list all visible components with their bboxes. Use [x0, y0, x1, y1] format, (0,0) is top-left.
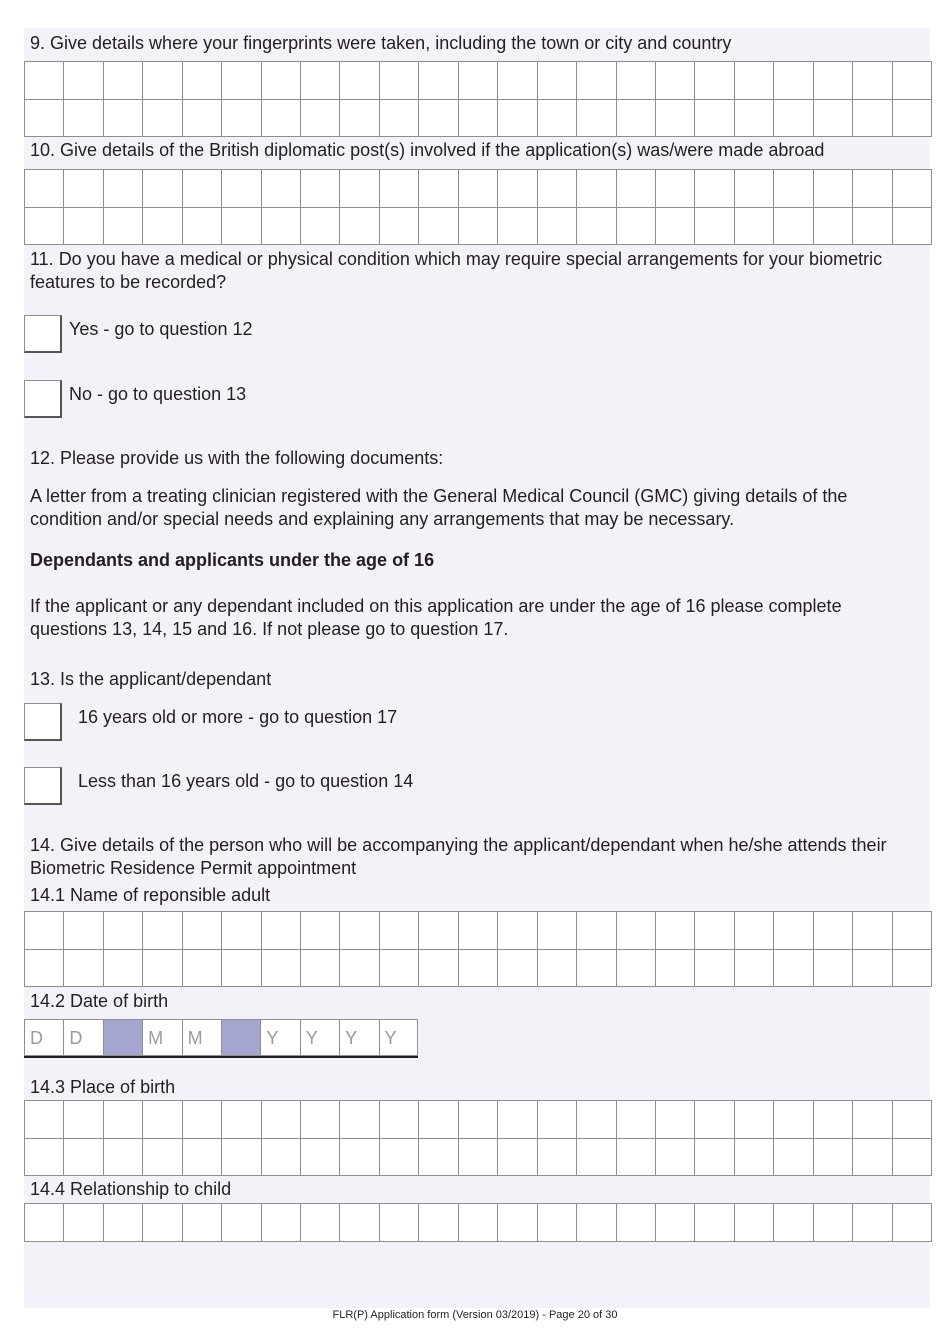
character-box[interactable] — [774, 1139, 813, 1177]
character-box[interactable] — [498, 100, 537, 138]
character-box[interactable] — [695, 170, 734, 208]
character-box[interactable] — [656, 1204, 695, 1242]
character-box[interactable] — [459, 950, 498, 988]
question-10-input-grid[interactable] — [24, 169, 932, 245]
character-box[interactable] — [25, 1204, 64, 1242]
character-box[interactable] — [104, 170, 143, 208]
dob-separator — [221, 1019, 260, 1056]
character-box[interactable] — [25, 62, 64, 100]
question-11-label: 11. Do you have a medical or physical condition which may require special arrangements for your biometric features to be recorded? — [30, 249, 883, 292]
character-box[interactable] — [340, 1139, 379, 1177]
character-box[interactable] — [301, 100, 340, 138]
character-box[interactable] — [25, 912, 64, 950]
character-box[interactable] — [538, 170, 577, 208]
character-box[interactable] — [577, 1101, 616, 1139]
question-10-label: 10. Give details of the British diplomatic post(s) involved if the application(s) was/were made abroad — [30, 140, 825, 160]
character-box[interactable] — [459, 170, 498, 208]
q14-2-dob-label: 14.2 Date of birth — [30, 991, 169, 1011]
character-box[interactable] — [143, 1204, 182, 1242]
q14-1-name-input-grid[interactable] — [24, 911, 932, 987]
character-box[interactable] — [893, 170, 932, 208]
character-box[interactable] — [893, 950, 932, 988]
character-box[interactable] — [656, 1139, 695, 1177]
character-box[interactable] — [459, 1101, 498, 1139]
character-box[interactable] — [893, 912, 932, 950]
character-box[interactable] — [380, 1204, 419, 1242]
character-box[interactable] — [853, 1101, 892, 1139]
character-box[interactable] — [104, 1204, 143, 1242]
character-box[interactable] — [577, 62, 616, 100]
character-box[interactable] — [774, 170, 813, 208]
character-box[interactable] — [617, 1204, 656, 1242]
character-box[interactable] — [893, 100, 932, 138]
character-box[interactable] — [735, 912, 774, 950]
character-box[interactable] — [222, 1139, 261, 1177]
character-box[interactable] — [64, 100, 103, 138]
character-box[interactable] — [577, 170, 616, 208]
character-box[interactable] — [262, 1204, 301, 1242]
character-box[interactable] — [893, 1139, 932, 1177]
character-box[interactable] — [301, 1101, 340, 1139]
character-box[interactable] — [262, 62, 301, 100]
character-box[interactable] — [64, 950, 103, 988]
character-box[interactable] — [419, 100, 458, 138]
character-box[interactable] — [143, 100, 182, 138]
character-box[interactable] — [183, 1139, 222, 1177]
character-box[interactable] — [419, 1204, 458, 1242]
character-box[interactable] — [577, 100, 616, 138]
character-box[interactable] — [104, 1101, 143, 1139]
character-box[interactable] — [25, 100, 64, 138]
character-box[interactable] — [814, 62, 853, 100]
character-box[interactable] — [183, 1101, 222, 1139]
q13-under-16-checkbox[interactable] — [24, 767, 62, 805]
question-9-label: 9. Give details where your fingerprints were taken, including the town or city and country — [30, 33, 732, 53]
character-box[interactable] — [617, 170, 656, 208]
character-box[interactable] — [380, 208, 419, 246]
q14-3-place-label: 14.3 Place of birth — [30, 1077, 176, 1097]
character-box[interactable] — [459, 208, 498, 246]
character-box[interactable] — [814, 1204, 853, 1242]
character-box[interactable] — [774, 100, 813, 138]
character-box[interactable] — [656, 1101, 695, 1139]
character-box[interactable] — [301, 208, 340, 246]
character-box[interactable] — [774, 208, 813, 246]
character-box[interactable] — [735, 208, 774, 246]
character-box[interactable] — [143, 912, 182, 950]
character-box[interactable] — [380, 950, 419, 988]
character-box[interactable] — [814, 1101, 853, 1139]
character-box[interactable] — [340, 950, 379, 988]
character-box[interactable] — [893, 208, 932, 246]
character-box[interactable] — [459, 62, 498, 100]
character-box[interactable] — [498, 1101, 537, 1139]
character-box[interactable] — [814, 100, 853, 138]
q14-2-dob-field[interactable] — [24, 1019, 418, 1058]
character-box[interactable] — [419, 62, 458, 100]
character-box[interactable] — [64, 1101, 103, 1139]
character-box[interactable] — [419, 912, 458, 950]
q11-no-checkbox[interactable] — [24, 380, 62, 418]
character-box[interactable] — [104, 100, 143, 138]
character-box[interactable] — [419, 1101, 458, 1139]
character-box[interactable] — [419, 170, 458, 208]
character-box[interactable] — [222, 912, 261, 950]
character-box[interactable] — [301, 62, 340, 100]
character-box[interactable] — [577, 912, 616, 950]
character-box[interactable] — [380, 912, 419, 950]
character-box[interactable] — [340, 1101, 379, 1139]
character-box[interactable] — [419, 950, 458, 988]
character-box[interactable] — [222, 208, 261, 246]
character-box[interactable] — [538, 1139, 577, 1177]
character-box[interactable] — [301, 170, 340, 208]
character-box[interactable] — [617, 950, 656, 988]
dob-year-4[interactable]: Y — [379, 1019, 418, 1056]
character-box[interactable] — [735, 1204, 774, 1242]
character-box[interactable] — [814, 950, 853, 988]
character-box[interactable] — [814, 208, 853, 246]
character-box[interactable] — [183, 62, 222, 100]
character-box[interactable] — [459, 1139, 498, 1177]
character-box[interactable] — [183, 208, 222, 246]
character-box[interactable] — [538, 208, 577, 246]
question-12-label: 12. Please provide us with the following documents: — [30, 448, 444, 468]
character-box[interactable] — [143, 62, 182, 100]
q14-4-relationship-input-grid[interactable] — [24, 1203, 932, 1242]
q11-no-label: No - go to question 13 — [69, 384, 247, 404]
character-box[interactable] — [222, 62, 261, 100]
character-box[interactable] — [814, 1139, 853, 1177]
character-box[interactable] — [695, 208, 734, 246]
character-box[interactable] — [183, 912, 222, 950]
character-box[interactable] — [183, 170, 222, 208]
dob-year-1[interactable]: Y — [260, 1019, 299, 1056]
character-box[interactable] — [183, 100, 222, 138]
character-box[interactable] — [774, 950, 813, 988]
dob-month-1[interactable]: M — [142, 1019, 181, 1056]
character-box[interactable] — [853, 912, 892, 950]
character-box[interactable] — [262, 100, 301, 138]
character-box[interactable] — [64, 1204, 103, 1242]
section-intro: If the applicant or any dependant included on this application are under the age of 16 please complete questions 13, 14, 15 and 16. If not please go to question 17. — [30, 596, 842, 639]
character-box[interactable] — [853, 1204, 892, 1242]
character-box[interactable] — [656, 950, 695, 988]
character-box[interactable] — [695, 1139, 734, 1177]
character-box[interactable] — [419, 1139, 458, 1177]
character-box[interactable] — [538, 950, 577, 988]
character-box[interactable] — [64, 62, 103, 100]
dob-month-2[interactable]: M — [182, 1019, 221, 1056]
character-box[interactable] — [183, 950, 222, 988]
character-box[interactable] — [262, 208, 301, 246]
character-box[interactable] — [222, 170, 261, 208]
section-heading: Dependants and applicants under the age of 16 — [30, 550, 435, 570]
character-box[interactable] — [617, 208, 656, 246]
question-13-label: 13. Is the applicant/dependant — [30, 669, 272, 689]
character-box[interactable] — [340, 170, 379, 208]
q13-under-16-label: Less than 16 years old - go to question 14 — [78, 771, 414, 791]
character-box[interactable] — [380, 170, 419, 208]
character-box[interactable] — [64, 208, 103, 246]
character-box[interactable] — [419, 208, 458, 246]
character-box[interactable] — [656, 170, 695, 208]
q14-3-place-input-grid[interactable] — [24, 1100, 932, 1176]
character-box[interactable] — [340, 100, 379, 138]
character-box[interactable] — [853, 100, 892, 138]
character-box[interactable] — [577, 1204, 616, 1242]
character-box[interactable] — [143, 950, 182, 988]
character-box[interactable] — [222, 950, 261, 988]
character-box[interactable] — [695, 100, 734, 138]
question-14-label: 14. Give details of the person who will be accompanying the applicant/dependant when he/she attends their Biometric Residence Permit appointment — [30, 835, 887, 878]
character-box[interactable] — [853, 62, 892, 100]
q14-4-relationship-label: 14.4 Relationship to child — [30, 1179, 232, 1199]
q14-1-name-label: 14.1 Name of reponsible adult — [30, 885, 271, 905]
character-box[interactable] — [183, 1204, 222, 1242]
character-box[interactable] — [340, 62, 379, 100]
dob-year-3[interactable]: Y — [339, 1019, 378, 1056]
character-box[interactable] — [656, 912, 695, 950]
character-box[interactable] — [222, 1204, 261, 1242]
q11-yes-label: Yes - go to question 12 — [69, 319, 253, 339]
character-box[interactable] — [538, 912, 577, 950]
q11-yes-checkbox[interactable] — [24, 315, 62, 353]
character-box[interactable] — [538, 1101, 577, 1139]
character-box[interactable] — [656, 62, 695, 100]
character-box[interactable] — [340, 912, 379, 950]
character-box[interactable] — [735, 62, 774, 100]
character-box[interactable] — [814, 912, 853, 950]
character-box[interactable] — [893, 62, 932, 100]
character-box[interactable] — [735, 950, 774, 988]
character-box[interactable] — [498, 912, 537, 950]
character-box[interactable] — [774, 1204, 813, 1242]
character-box[interactable] — [25, 170, 64, 208]
character-box[interactable] — [774, 912, 813, 950]
dob-year-2[interactable]: Y — [300, 1019, 339, 1056]
character-box[interactable] — [222, 100, 261, 138]
character-box[interactable] — [262, 170, 301, 208]
character-box[interactable] — [853, 208, 892, 246]
character-box[interactable] — [498, 1139, 537, 1177]
character-box[interactable] — [695, 62, 734, 100]
character-box[interactable] — [656, 100, 695, 138]
character-box[interactable] — [340, 1204, 379, 1242]
character-box[interactable] — [577, 208, 616, 246]
q13-16-or-more-checkbox[interactable] — [24, 703, 62, 741]
character-box[interactable] — [380, 1139, 419, 1177]
character-box[interactable] — [656, 208, 695, 246]
character-box[interactable] — [25, 1101, 64, 1139]
character-box[interactable] — [853, 1139, 892, 1177]
character-box[interactable] — [143, 208, 182, 246]
character-box[interactable] — [143, 1101, 182, 1139]
question-12-detail: A letter from a treating clinician registered with the General Medical Council (GMC) giving details of the condition and/or special needs and explaining any arrangements that may be necessary. — [30, 486, 848, 529]
character-box[interactable] — [853, 170, 892, 208]
dob-day-2[interactable]: D — [63, 1019, 102, 1056]
character-box[interactable] — [498, 1204, 537, 1242]
character-box[interactable] — [695, 912, 734, 950]
character-box[interactable] — [695, 1101, 734, 1139]
character-box[interactable] — [695, 1204, 734, 1242]
dob-separator — [103, 1019, 142, 1056]
character-box[interactable] — [380, 1101, 419, 1139]
character-box[interactable] — [498, 170, 537, 208]
character-box[interactable] — [538, 62, 577, 100]
character-box[interactable] — [104, 950, 143, 988]
character-box[interactable] — [735, 1101, 774, 1139]
character-box[interactable] — [262, 950, 301, 988]
character-box[interactable] — [695, 950, 734, 988]
character-box[interactable] — [853, 950, 892, 988]
character-box[interactable] — [459, 100, 498, 138]
character-box[interactable] — [459, 912, 498, 950]
dob-day-1[interactable]: D — [24, 1019, 63, 1056]
character-box[interactable] — [498, 208, 537, 246]
character-box[interactable] — [64, 170, 103, 208]
character-box[interactable] — [25, 950, 64, 988]
question-9-input-grid[interactable] — [24, 61, 932, 137]
character-box[interactable] — [735, 170, 774, 208]
character-box[interactable] — [104, 62, 143, 100]
character-box[interactable] — [774, 1101, 813, 1139]
character-box[interactable] — [301, 1139, 340, 1177]
character-box[interactable] — [498, 62, 537, 100]
character-box[interactable] — [25, 1139, 64, 1177]
character-box[interactable] — [64, 1139, 103, 1177]
character-box[interactable] — [735, 1139, 774, 1177]
character-box[interactable] — [577, 950, 616, 988]
character-box[interactable] — [617, 62, 656, 100]
character-box[interactable] — [104, 912, 143, 950]
character-box[interactable] — [893, 1204, 932, 1242]
character-box[interactable] — [538, 1204, 577, 1242]
character-box[interactable] — [301, 912, 340, 950]
character-box[interactable] — [459, 1204, 498, 1242]
character-box[interactable] — [64, 912, 103, 950]
character-box[interactable] — [143, 1139, 182, 1177]
character-box[interactable] — [617, 912, 656, 950]
character-box[interactable] — [774, 62, 813, 100]
character-box[interactable] — [893, 1101, 932, 1139]
character-box[interactable] — [380, 100, 419, 138]
character-box[interactable] — [262, 912, 301, 950]
character-box[interactable] — [104, 208, 143, 246]
character-box[interactable] — [262, 1101, 301, 1139]
character-box[interactable] — [538, 100, 577, 138]
character-box[interactable] — [617, 1139, 656, 1177]
character-box[interactable] — [617, 1101, 656, 1139]
character-box[interactable] — [814, 170, 853, 208]
character-box[interactable] — [104, 1139, 143, 1177]
character-box[interactable] — [617, 100, 656, 138]
page-footer: FLR(P) Application form (Version 03/2019) - Page 20 of 30 — [332, 1309, 618, 1321]
character-box[interactable] — [380, 62, 419, 100]
character-box[interactable] — [301, 1204, 340, 1242]
character-box[interactable] — [25, 208, 64, 246]
character-box[interactable] — [222, 1101, 261, 1139]
character-box[interactable] — [143, 170, 182, 208]
character-box[interactable] — [301, 950, 340, 988]
q13-16-or-more-label: 16 years old or more - go to question 17 — [78, 707, 398, 727]
character-box[interactable] — [262, 1139, 301, 1177]
character-box[interactable] — [735, 100, 774, 138]
character-box[interactable] — [498, 950, 537, 988]
character-box[interactable] — [340, 208, 379, 246]
character-box[interactable] — [577, 1139, 616, 1177]
